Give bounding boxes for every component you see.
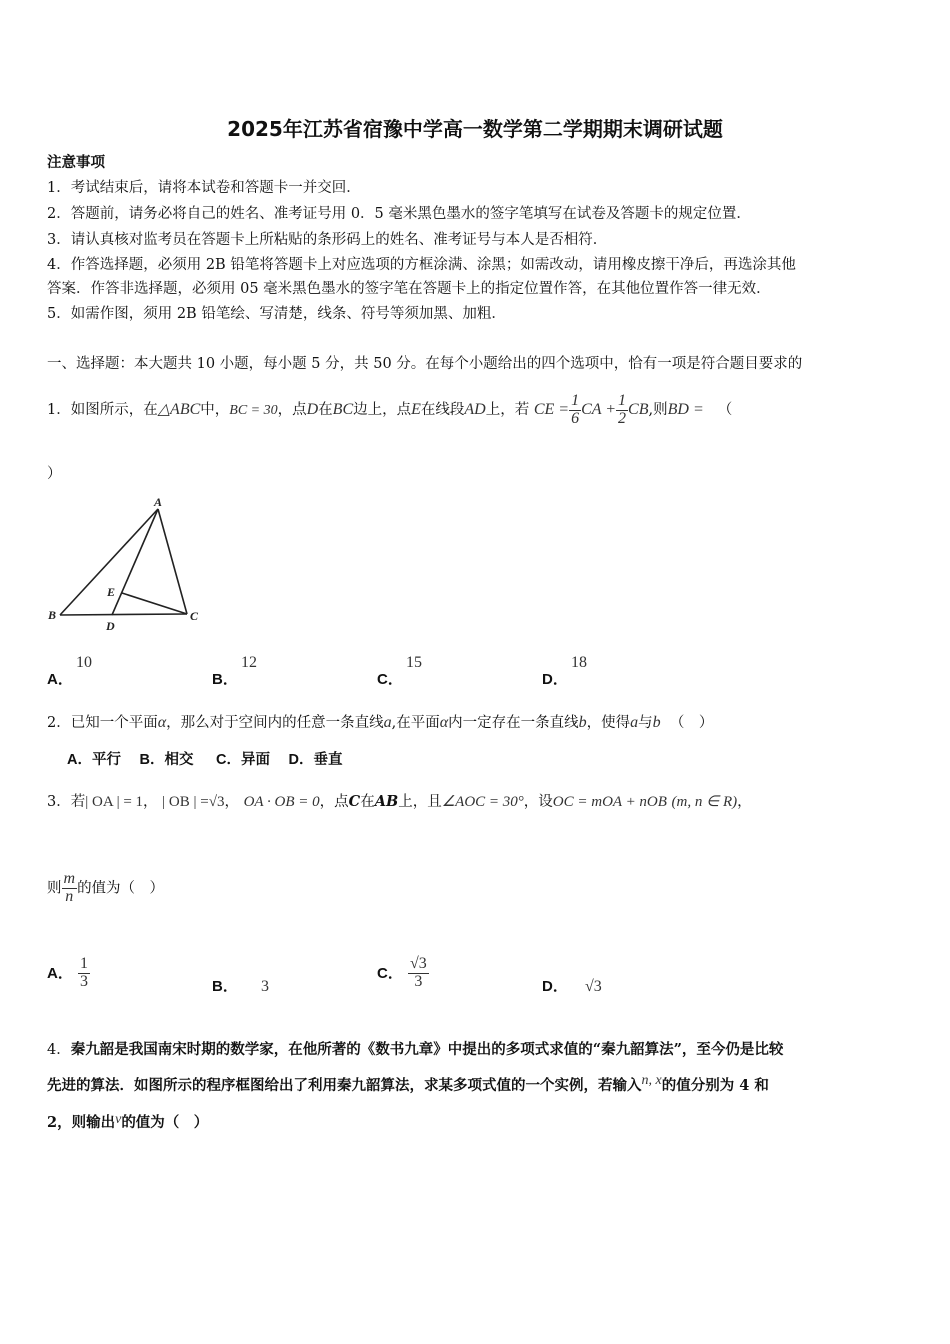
question-number: 1． [47, 402, 71, 418]
q-text: 在 [360, 794, 375, 810]
math-expr: | OB | = [162, 794, 209, 810]
option-d[interactable]: D． [542, 671, 568, 688]
q-text: ，使得 [586, 715, 631, 731]
q-text: 先进的算法．如图所示的程序框图给出了利用秦九韶算法，求某多项式值的一个实例，若输入 [47, 1077, 642, 1094]
option-b-value: 12 [241, 654, 257, 671]
question-4-line-3 [47, 1111, 208, 1132]
note-item: 3．请认真核对监考员在答题卡上所粘贴的条形码上的姓名、准考证号与本人是否相符． [47, 232, 608, 248]
math-expr: E [411, 401, 421, 418]
fraction: $\frac{1}{2}$ [618, 391, 627, 427]
fraction: $\frac{1}{6}$ [571, 391, 580, 427]
note-item: 答案．作答非选择题，必须用 05 毫米黑色墨水的签字笔在答题卡上的指定位置作答，在其他位置作答一律无效． [47, 281, 771, 297]
q-text: 则 [47, 880, 62, 897]
section-heading: 一、选择题：本大题共 10 小题，每小题 5 分，共 50 分。在每个小题给出的四个选项中，恰有一项是符合题目要求的 [47, 356, 803, 372]
math-expr: CE = [533, 401, 570, 418]
math-expr: v [115, 1112, 122, 1127]
q-text: 的值为（ ） [121, 1114, 209, 1131]
q-text: 的值为（ ） [77, 880, 165, 897]
q-text: C [348, 793, 361, 810]
question-number: 4． [47, 1042, 71, 1058]
q-text: ，点 [277, 402, 307, 418]
math-expr: b [578, 714, 587, 731]
option-c[interactable]: C． [377, 671, 403, 688]
question-number: 3． [47, 794, 71, 810]
note-item: 5．如需作图，须用 2B 铅笔绘、写清楚，线条、符号等须加黑、加粗． [47, 306, 506, 322]
option-d-value: 18 [571, 654, 587, 671]
q-text: 中， [200, 402, 230, 418]
q-text: 秦九韶是我国南宋时期的数学家，在他所著的《数书九章》中提出的多项式求值的“秦九韶算法”，至今仍是比较 [70, 1041, 784, 1058]
label-c: C [190, 609, 199, 623]
question-4-line-2 [47, 1074, 769, 1095]
math-expr: ∠AOC = 30° [441, 794, 524, 810]
label-a: A [154, 495, 163, 509]
q-text: ,在平面 [391, 715, 440, 731]
q-text: ，那么对于空间内的任意一条直线 [166, 715, 384, 731]
math-expr: AD [464, 401, 486, 418]
option-a-value: 10 [76, 654, 92, 671]
note-item: 1．考试结束后，请将本试卷和答题卡一并交回． [47, 180, 361, 196]
math-expr: OA · OB = 0 [243, 794, 320, 810]
math-expr: OC = mOA + nOB [552, 794, 667, 810]
label-b: B [48, 608, 57, 622]
math-expr: BD = [667, 401, 704, 418]
q-text: （ [717, 402, 733, 418]
question-1 [47, 390, 732, 431]
side-ac [158, 509, 187, 614]
q-text: 上，且 [398, 794, 442, 810]
math-expr: b [652, 714, 661, 731]
question-2-options[interactable]: A．平行 B．相交 C．异面 D．垂直 [67, 752, 343, 768]
triangle-figure [40, 494, 210, 634]
fraction: $\frac{√3}{3}$ [409, 955, 427, 990]
note-item: 2．答题前，请务必将自己的姓名、准考证号用 0．5 毫米黑色墨水的签字笔填写在试卷及答题卡的规定位置． [47, 206, 751, 222]
q-text: ,则 [648, 402, 668, 418]
side-bc [60, 614, 187, 615]
math-expr: CA + [581, 401, 617, 418]
q-text: ， [224, 794, 239, 810]
option-b[interactable]: B． 3 [212, 978, 269, 995]
page-title: 2025年江苏省宿豫中学高一数学第二学期期末调研试题 [227, 117, 723, 141]
question-1-close: ） [47, 466, 62, 482]
q-text: 若 [70, 794, 86, 810]
math-expr: a [383, 714, 392, 731]
option-b[interactable]: B． [212, 671, 238, 688]
option-c[interactable]: C． $\frac{√3}{3}$ [377, 955, 427, 990]
q-text: 与 [638, 715, 653, 731]
q-text: ，点 [319, 794, 349, 810]
math-expr: n, x [641, 1073, 662, 1088]
q-text: 上，若 [485, 402, 530, 418]
math-expr: △ABC [157, 401, 201, 418]
math-expr: BC [332, 401, 354, 418]
note-item: 4．作答选择题，必须用 2B 铅笔将答题卡上对应选项的方框涂满、涂黑；如需改动，请用橡皮擦干净后，再选涂其他 [47, 257, 796, 273]
q-text: 的值分别为 4 和 [661, 1077, 769, 1094]
q-text: （ ） [669, 715, 714, 731]
q-text: 边上，点 [353, 402, 412, 418]
fraction: $\frac{m}{n}$ [63, 870, 76, 905]
math-expr: α [157, 714, 167, 731]
segment-ce [122, 593, 187, 614]
q-text: AB [374, 793, 399, 810]
math-expr: a [630, 714, 639, 731]
option-a[interactable]: A． $\frac{1}{3}$ [47, 955, 88, 990]
segment-ad [112, 509, 158, 615]
math-expr: D [306, 401, 319, 418]
label-e: E [107, 585, 116, 599]
q-text: 2，则输出 [47, 1114, 116, 1131]
option-a[interactable]: A． [47, 671, 73, 688]
q-text: 内一定存在一条直线 [448, 715, 579, 731]
math-expr: CB [628, 401, 649, 418]
option-d[interactable]: D． √3 [542, 978, 602, 995]
question-number: 2． [47, 715, 71, 731]
q-text: 在线段 [420, 402, 465, 418]
question-3 [47, 790, 752, 811]
option-c-value: 15 [406, 654, 422, 671]
q-text: 如图所示，在 [70, 402, 158, 418]
fraction: $\frac{1}{3}$ [79, 955, 88, 990]
math-expr: α [439, 714, 449, 731]
question-2 [47, 711, 713, 732]
q-text: ， [737, 794, 752, 810]
q-text: ， [143, 794, 158, 810]
math-expr: √3 [208, 794, 225, 810]
math-expr: | OA | = 1 [85, 794, 144, 810]
q-text: 已知一个平面 [70, 715, 158, 731]
q-text: ，设 [523, 794, 553, 810]
math-expr: BC = 30 [229, 403, 278, 418]
question-3-cont [47, 871, 164, 906]
q-text: 在 [318, 402, 333, 418]
label-d: D [106, 619, 115, 633]
math-expr: (m, n ∈ R) [671, 794, 738, 810]
question-4-line-1 [47, 1038, 783, 1059]
notes-heading: 注意事项 [47, 154, 105, 171]
